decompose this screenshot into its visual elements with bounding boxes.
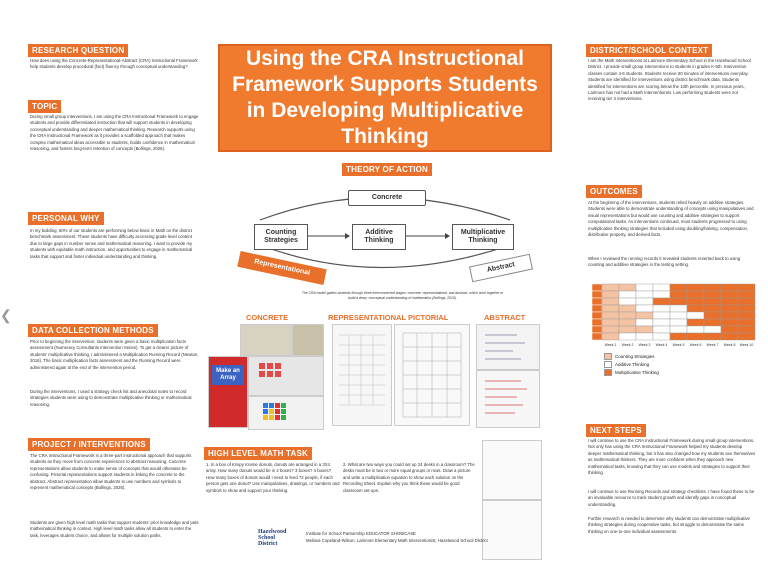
legend-label-multiplicative: Multiplicative Thinking [615, 369, 659, 375]
math-task-q2: 2. What are two ways you could set up 24 desks in a classroom? The desks must be in two or more equal groups or rows. Draw a picture and write a multiplication equation to show each solution on the Recording Sheet. Explain why you think these would be good classroom set-ups. [343, 462, 475, 493]
table-cell [653, 326, 670, 333]
math-task-heading: HIGH LEVEL MATH TASK [204, 447, 312, 460]
table-cell [687, 298, 704, 305]
next-steps-heading: NEXT STEPS [586, 424, 646, 437]
row-label-cell [592, 319, 602, 326]
personal-why-heading: PERSONAL WHY [28, 212, 104, 225]
table-cell [636, 291, 653, 298]
array-sheet-graphic [395, 325, 469, 425]
outcomes-chart [590, 280, 756, 350]
data-collection-heading: DATA COLLECTION METHODS [28, 324, 158, 337]
table-cell [721, 319, 738, 326]
logo-line-1: Hazelwood [258, 529, 287, 535]
table-cell [721, 284, 738, 291]
footer-line-2: Melissa Copeland-Wilson, Larimore Elementary Math Interventionist, Hazelwood School District [306, 538, 488, 543]
table-cell [653, 284, 670, 291]
poster-title: Using the CRA Instructional Framework Supports Students in Developing Multiplicative Thinking [218, 44, 552, 152]
math-task-q1: 1. In a box of Krispy Kreme donuts, donuts are arranged in a 3X4 array. How many donuts would be in 2 boxes? 3 boxes? 4 boxes? How many boxes of donuts would I need to feed 72 people, if each person gets one donut? Use manipulatives, drawings, or numbers and symbols to show and support your thinking. [206, 462, 340, 493]
table-cell [636, 333, 653, 340]
row-label-cell [592, 312, 602, 319]
table-cell [653, 291, 670, 298]
make-an-array-book [208, 356, 248, 428]
table-cell [721, 305, 738, 312]
table-cell [704, 333, 721, 340]
table-cell [687, 333, 704, 340]
table-cell [619, 326, 636, 333]
table-cell [636, 298, 653, 305]
additive-thinking-box: Additive Thinking [352, 224, 406, 250]
concrete-photo-blocks [292, 324, 324, 356]
project-text-1: The CRA Instructional Framework is a three-part instructional approach that supports students as they move from concrete experiences to abstract reasoning. Concrete representations allow students to make sense of concepts that would otherwise be confusing. Pictorial representations support students in linking the concrete to the abstract. Abstract representation allow students to use numbers and symbols to represent mathematical concepts (Bollings, 2026). [30, 453, 192, 491]
legend-swatch-multiplicative [604, 369, 612, 376]
table-cell [636, 319, 653, 326]
table-cell [602, 305, 619, 312]
table-cell [602, 284, 619, 291]
table-cell [619, 305, 636, 312]
counters-graphic [249, 357, 323, 395]
row-label-cell [592, 291, 602, 298]
column-label: Week 10 [739, 343, 754, 347]
abstract-label: ABSTRACT [484, 313, 526, 322]
topic-heading: TOPIC [28, 100, 61, 113]
research-question-text: How does using the Concrete-Representational-Abstract (CRA) Instructional Framework help students develop procedural (fact) fluency through conceptual understanding? [30, 58, 198, 70]
logo-line-3: District [258, 541, 278, 547]
legend-label-counting: Counting Strategies [615, 353, 655, 359]
counting-strategies-box: Counting Strategies [254, 224, 308, 250]
outcomes-chart-svg [590, 280, 756, 350]
table-cell [670, 333, 687, 340]
table-cell [636, 284, 653, 291]
table-cell [602, 298, 619, 305]
table-cell [653, 319, 670, 326]
representational-photo-1 [332, 324, 392, 426]
next-steps-text-3: Further research is needed to determine why students can demonstrate multiplicative thinking strategies during cooperative tasks, but struggle to demonstrate the same thinking on one-to-one individual assessments. [588, 516, 750, 534]
grid-sheet-graphic [333, 325, 391, 425]
table-cell [670, 326, 687, 333]
table-cell [704, 312, 721, 319]
table-cell [602, 333, 619, 340]
table-cell [619, 284, 636, 291]
logo-line-2: School [258, 535, 276, 541]
table-cell [653, 298, 670, 305]
table-cell [670, 298, 687, 305]
table-cell [704, 319, 721, 326]
district-text: I am the Math Interventionist at Larimore Elementary School in the Hazelwood School District. I provide small group interventions to students in grades K-5th. Intervention classes contain 4-6 students. Students receive 30 minutes of interventions everyday. Students are identified for interventions using district benchmark data. Students identified for interventions are scoring below the 10th percentile. In previous years, Larimore has not had a Math Interventionist. Low performing students were not receiving tier 3 interventions. [588, 58, 751, 102]
footer-line-1: Institute for School Partnership EDUCATOR SHOWCASE [306, 531, 416, 536]
row-label-cell [592, 333, 602, 340]
column-label: Week 1 [604, 343, 617, 347]
district-logo [258, 529, 304, 547]
table-cell [721, 333, 738, 340]
column-label: Week 6 [689, 343, 702, 347]
legend-item-counting [604, 352, 684, 360]
table-cell [619, 333, 636, 340]
table-cell [687, 319, 704, 326]
legend-item-additive [604, 360, 684, 368]
column-label: Week 4 [655, 343, 668, 347]
row-label-cell [592, 305, 602, 312]
table-cell [602, 326, 619, 333]
table-cell [687, 312, 704, 319]
next-steps-text-2: I will continue to use Running Records and strategy checklists. I have found these to be an invaluable resource to track student growth and identify gaps in conceptual understanding. [588, 489, 755, 507]
legend-swatch-counting [604, 353, 612, 360]
theory-caption: The CRA model guides students through three interconnected stages: concrete, representational, and abstract, which work together to build a deep, conceptual understanding of mathematics (Bollings, 2026). [301, 291, 504, 300]
outcomes-heading: OUTCOMES [586, 185, 642, 198]
column-label: Week 8 [723, 343, 736, 347]
legend-item-multiplicative [604, 368, 684, 376]
table-cell [704, 305, 721, 312]
column-label: Week 2 [621, 343, 634, 347]
next-steps-text-1: I will continue to use the CRA Instructional Framework during small group interventions. Not only has using the CRA Instructional Framework helped my students develop deeper mathematical thinking, but it has also changed how my students see themselves as mathematical thinkers. They are more confident when they approach new mathematical tasks, knowing that they can use models and strategies to support their thinking. [588, 438, 756, 476]
table-cell [721, 291, 738, 298]
row-label-cell [592, 326, 602, 333]
table-cell [619, 312, 636, 319]
table-cell [687, 305, 704, 312]
abstract-writing-1 [477, 325, 539, 369]
theory-heading: THEORY OF ACTION [342, 163, 432, 176]
task-recording-sheet-2 [482, 500, 542, 560]
theory-diagram [220, 180, 550, 290]
outcomes-text-2: When I reviewed the running records it revealed students reverted back to using counting and additive strategies in the testing setting. [588, 256, 741, 268]
representational-photo-2 [394, 324, 470, 426]
cubes-graphic [249, 397, 323, 429]
table-cell [704, 298, 721, 305]
concrete-label: CONCRETE [246, 313, 289, 322]
table-cell [721, 326, 738, 333]
abstract-banner: Abstract [469, 254, 533, 283]
abstract-writing-2 [477, 371, 539, 427]
row-label-cell [592, 298, 602, 305]
table-cell [738, 284, 755, 291]
table-cell [738, 319, 755, 326]
task-recording-sheet-1 [482, 440, 542, 500]
representational-banner: Representational [237, 251, 326, 285]
outcomes-legend [604, 352, 684, 376]
table-cell [738, 312, 755, 319]
data-collection-text-1: Prior to beginning the intervention, students were given a basic multiplication facts assessment (Numeracy Consultants Intervention Series). To get a clearer picture of students' multiplicative thinking, I administered a Multiplication Running Record (Newton, 2016). The basic multiplication facts assessment and the Running Record were administered again at the end of the intervention period. [30, 339, 199, 370]
concrete-photo-cards [240, 324, 296, 356]
table-cell [721, 312, 738, 319]
table-cell [738, 333, 755, 340]
multiplicative-thinking-box: Multiplicative Thinking [452, 224, 514, 250]
table-cell [602, 312, 619, 319]
district-heading: DISTRICT/SCHOOL CONTEXT [586, 44, 712, 57]
outcomes-text-1: At the beginning of the interventions, students relied heavily on additive strategies. Students were able to demonstrate understanding of concepts using manipulatives and visual representations but would use counting and additive strategies to support computational tasks. As interventions continued, most students progressed to using multiplicative thinking strategies that included using doubling/halving, compensation, distributive property, and derived facts. [588, 200, 754, 238]
project-text-2: Students are given high level math tasks that support students' prior knowledge and puts mathematical thinking in context. High level math tasks allow all students to enter the task, leverages student choice, and allows for multiple solution paths. [30, 520, 199, 538]
table-cell [619, 291, 636, 298]
abstract-photo-2 [476, 370, 540, 428]
table-cell [636, 312, 653, 319]
table-cell [619, 298, 636, 305]
table-cell [636, 326, 653, 333]
chevron-left-icon[interactable]: ❮ [0, 307, 12, 323]
table-cell [670, 319, 687, 326]
table-cell [687, 291, 704, 298]
table-cell [704, 284, 721, 291]
table-cell [704, 326, 721, 333]
table-cell [687, 284, 704, 291]
table-cell [670, 312, 687, 319]
table-cell [738, 326, 755, 333]
project-heading: PROJECT / INTERVENTIONS [28, 438, 150, 451]
personal-why-text: In my building, 60% of our students are performing below basic in Math on the district benchmark assessment. These students have difficulty accessing grade level content due to large gaps in number sense and mathematical reasoning. I want to provide my students with equitable math instruction, and opportunities to engage in mathematical tasks that support and foster individual understanding and thinking. [30, 228, 193, 259]
table-cell [653, 333, 670, 340]
topic-text: During small group interventions, I am using the CRA Instructional Framework to engage students and provide differentiated instruction that will support students in developing conceptual understanding and deeper mathematical thinking. Research supports using the CRA Instructional Framework as it provides a scaffolded approach that makes complex mathematical ideas accessible to students, builds confidence in mathematical reasoning, and fosters long-term retention of concepts (Bollings, 2026). [30, 114, 199, 152]
table-cell [653, 312, 670, 319]
concrete-photo-counters [248, 356, 324, 396]
legend-swatch-additive [604, 361, 612, 368]
table-cell [738, 291, 755, 298]
concrete-box: Concrete [348, 190, 426, 206]
column-label: Week 5 [672, 343, 685, 347]
row-label-cell [592, 284, 602, 291]
book-title: Make an Array [212, 365, 244, 385]
column-label: Week 7 [706, 343, 719, 347]
representational-label: REPRESENTATIONAL PICTORIAL [328, 313, 449, 322]
table-cell [602, 319, 619, 326]
legend-label-additive: Additive Thinking [615, 361, 650, 367]
table-cell [721, 298, 738, 305]
table-cell [602, 291, 619, 298]
table-cell [687, 326, 704, 333]
data-collection-text-2: During the interventions, I used a strategy check list and anecdotal notes to record strategies students were using to demonstrate multiplicative thinking or mathematical reasoning. [30, 389, 192, 407]
abstract-photo-1 [476, 324, 540, 370]
column-label: Week 3 [638, 343, 651, 347]
table-cell [670, 284, 687, 291]
research-question-heading: RESEARCH QUESTION [28, 44, 128, 57]
table-cell [653, 305, 670, 312]
table-cell [670, 291, 687, 298]
table-cell [704, 291, 721, 298]
table-cell [619, 319, 636, 326]
table-cell [738, 298, 755, 305]
table-cell [636, 305, 653, 312]
table-cell [670, 305, 687, 312]
concrete-photo-cubes [248, 396, 324, 430]
table-cell [738, 305, 755, 312]
